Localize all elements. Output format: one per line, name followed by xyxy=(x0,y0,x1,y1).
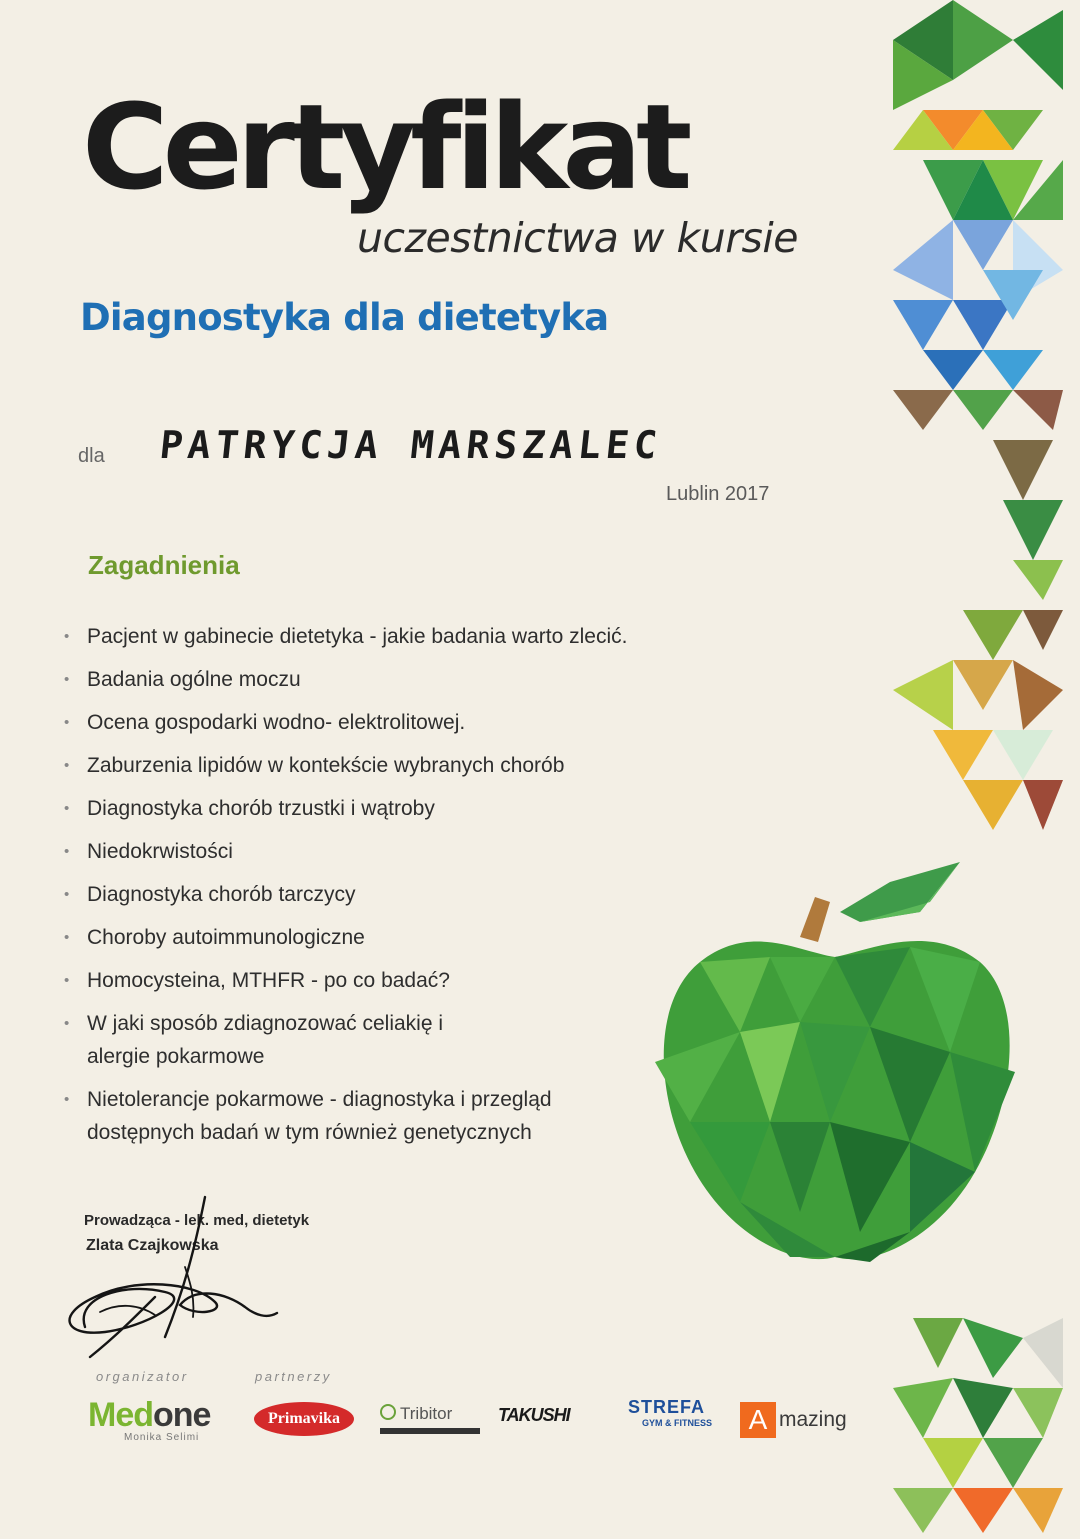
certificate-subtitle: uczestnictwa w kursie xyxy=(357,214,799,262)
list-item: • Pacjent w gabinecie dietetyka - jakie badania warto zlecić. xyxy=(62,620,662,653)
bullet-icon: • xyxy=(64,757,70,774)
organizer-label: organizator xyxy=(96,1369,189,1384)
bullet-icon: • xyxy=(64,1015,70,1032)
bullet-icon: • xyxy=(64,972,70,989)
list-item: • Homocysteina, MTHFR - po co badać? xyxy=(62,964,662,997)
list-item: • Ocena gospodarki wodno- elektrolitowej. xyxy=(62,706,662,739)
bullet-icon: • xyxy=(64,714,70,731)
triangle-mosaic xyxy=(893,0,1063,830)
list-item: • Diagnostyka chorób tarczycy xyxy=(62,878,662,911)
list-item: • Choroby autoimmunologiczne xyxy=(62,921,662,954)
ring-icon xyxy=(380,1404,396,1420)
triangle-mosaic-bottom xyxy=(893,1318,1063,1533)
bullet-icon: • xyxy=(64,843,70,860)
list-item: • Nietolerancje pokarmowe - diagnostyka i przegląd dostępnych badań w tym również genetycznych xyxy=(62,1083,607,1149)
medone-logo: Medone Monika Selimi xyxy=(88,1396,211,1443)
list-item: • Diagnostyka chorób trzustki i wątroby xyxy=(62,792,662,825)
lecturer-name: Zlata Czajkowska xyxy=(86,1237,219,1254)
bullet-icon: • xyxy=(64,929,70,946)
primavika-logo: Primavika xyxy=(254,1402,354,1436)
partners-label: partnerzy xyxy=(255,1369,332,1384)
bullet-icon: • xyxy=(64,1091,70,1108)
list-item: • W jaki sposób zdiagnozować celiakię i alergie pokarmowe xyxy=(62,1007,467,1073)
list-item: • Zaburzenia lipidów w kontekście wybranych chorób xyxy=(62,749,662,782)
takushi-logo: TAKUSHI xyxy=(498,1405,570,1425)
certificate-title: Certyfikat xyxy=(82,78,687,216)
bullet-icon: • xyxy=(64,800,70,817)
topics-list xyxy=(62,620,662,1159)
bullet-icon: • xyxy=(64,886,70,903)
for-label: dla xyxy=(78,445,105,467)
tribitor-logo: Tribitor xyxy=(380,1404,452,1424)
list-item: • Badania ogólne moczu xyxy=(62,663,662,696)
recipient-name: PATRYCJA MARSZALEC xyxy=(157,423,665,467)
signature-image xyxy=(45,1187,285,1387)
lecturer-role: Prowadząca - lek. med, dietetyk xyxy=(84,1212,310,1229)
topics-heading: Zagadnienia xyxy=(88,550,240,580)
list-item: • Niedokrwistości xyxy=(62,835,662,868)
strefa-logo: STREFA GYM & FITNESS xyxy=(628,1397,713,1428)
bullet-icon: • xyxy=(64,628,70,645)
amazing-logo: A mazing xyxy=(740,1402,847,1438)
bullet-icon: • xyxy=(64,671,70,688)
place-date: Lublin 2017 xyxy=(666,483,770,505)
apple-illustration xyxy=(630,862,1050,1282)
course-name: Diagnostyka dla dietetyka xyxy=(80,296,609,339)
